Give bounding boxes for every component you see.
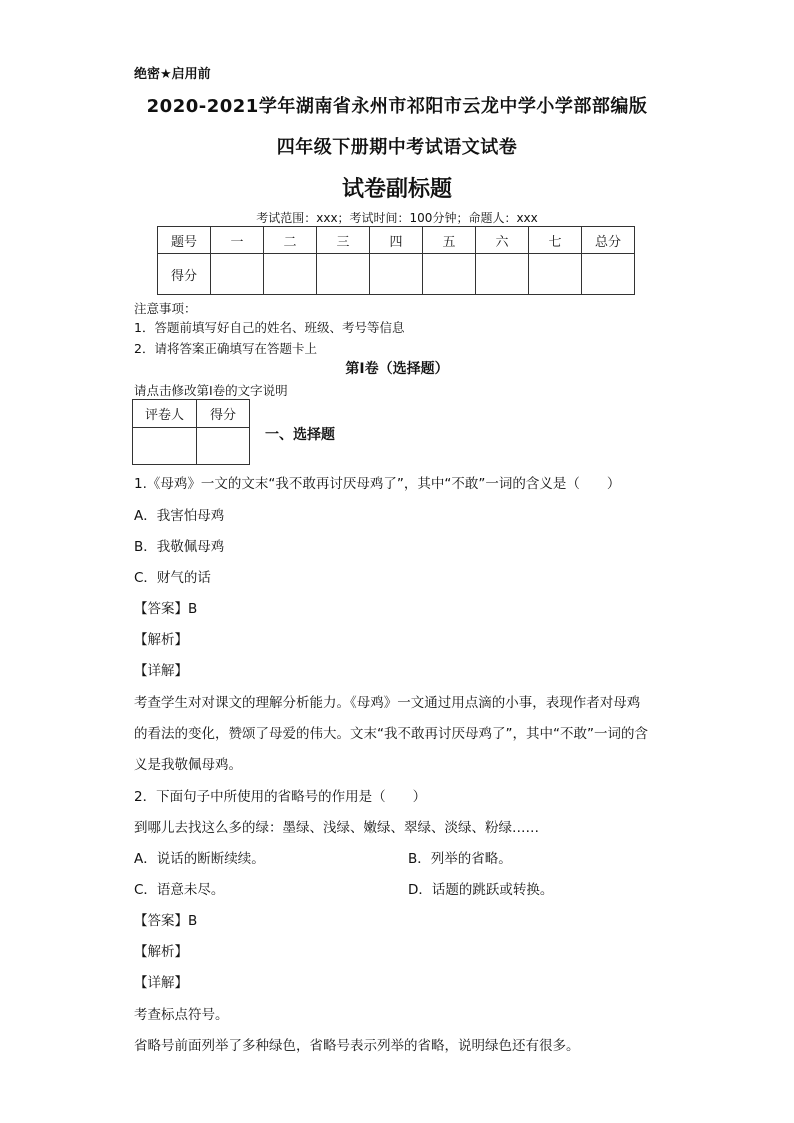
score-row-label: 得分	[158, 254, 211, 295]
score-cell: 六	[476, 227, 529, 254]
score-cell: 七	[529, 227, 582, 254]
q1-option-c: C．财气的话	[134, 570, 211, 586]
exam-info: 考试范围：xxx；考试时间：100分钟；命题人：xxx	[256, 211, 538, 225]
q2-option-b: B．列举的省略。	[408, 851, 512, 867]
q1-explanation-1: 考查学生对对课文的理解分析能力。《母鸡》一文通过用点滴的小事，表现作者对母鸡	[134, 695, 641, 711]
score-cell: 五	[423, 227, 476, 254]
q2-stem: 2．下面句子中所使用的省略号的作用是（ ）	[134, 789, 427, 805]
grader-blank	[197, 428, 250, 465]
grader-label: 评卷人	[133, 400, 197, 428]
q2-analysis: 【解析】	[134, 944, 188, 960]
q2-answer: 【答案】B	[134, 913, 198, 929]
q1-option-b: B．我敬佩母鸡	[134, 539, 225, 555]
score-table-header-row	[158, 227, 635, 254]
q1-analysis: 【解析】	[134, 632, 188, 648]
q2-option-c: C．语意未尽。	[134, 882, 225, 898]
score-cell: 一	[211, 227, 264, 254]
score-table	[157, 226, 635, 295]
q1-detail: 【详解】	[134, 663, 188, 679]
score-cell: 二	[264, 227, 317, 254]
volume-title: 第I卷（选择题）	[345, 361, 449, 377]
score-table-score-row	[158, 254, 635, 295]
score-blank	[211, 254, 264, 295]
score-cell: 四	[370, 227, 423, 254]
exam-title-line2: 四年级下册期中考试语文试卷	[276, 137, 518, 158]
q1-stem: 1.《母鸡》一文的文末“我不敢再讨厌母鸡了”，其中“不敢”一词的含义是（ ）	[134, 476, 621, 492]
q2-explanation-1: 考查标点符号。	[134, 1007, 229, 1023]
grader-blank	[133, 428, 197, 465]
q1-explanation-2: 的看法的变化，赞颂了母爱的伟大。文末“我不敢再讨厌母鸡了”，其中“不敢”一词的含	[134, 726, 648, 742]
notes-item-1: 1．答题前填写好自己的姓名、班级、考号等信息	[134, 320, 405, 335]
score-cell: 三	[317, 227, 370, 254]
q2-option-a: A．说话的断断续续。	[134, 851, 265, 867]
exam-title-line1: 2020-2021学年湖南省永州市祁阳市云龙中学小学部部编版	[146, 96, 648, 117]
q2-detail: 【详解】	[134, 975, 188, 991]
q1-option-a: A．我害怕母鸡	[134, 508, 225, 524]
q1-explanation-3: 义是我敬佩母鸡。	[134, 757, 242, 773]
q2-option-d: D．话题的跳跃或转换。	[408, 882, 554, 898]
notes-heading: 注意事项：	[134, 301, 197, 316]
score-cell: 题号	[158, 227, 211, 254]
score-blank	[476, 254, 529, 295]
score-blank	[423, 254, 476, 295]
q1-answer: 【答案】B	[134, 601, 198, 617]
score-blank	[582, 254, 635, 295]
score-cell: 总分	[582, 227, 635, 254]
score-blank	[370, 254, 423, 295]
grader-score-label: 得分	[197, 400, 250, 428]
q2-sentence: 到哪儿去找这么多的绿：墨绿、浅绿、嫩绿、翠绿、淡绿、粉绿……	[134, 820, 539, 836]
score-blank	[529, 254, 582, 295]
volume-description: 请点击修改第I卷的文字说明	[134, 383, 288, 398]
notes-item-2: 2．请将答案正确填写在答题卡上	[134, 341, 317, 356]
confidential-mark: 绝密★启用前	[134, 67, 211, 82]
grader-table	[132, 399, 250, 465]
section-title: 一、选择题	[265, 427, 335, 443]
score-blank	[264, 254, 317, 295]
exam-subtitle: 试卷副标题	[341, 177, 452, 202]
score-blank	[317, 254, 370, 295]
q2-explanation-2: 省略号前面列举了多种绿色，省略号表示列举的省略，说明绿色还有很多。	[134, 1038, 580, 1054]
